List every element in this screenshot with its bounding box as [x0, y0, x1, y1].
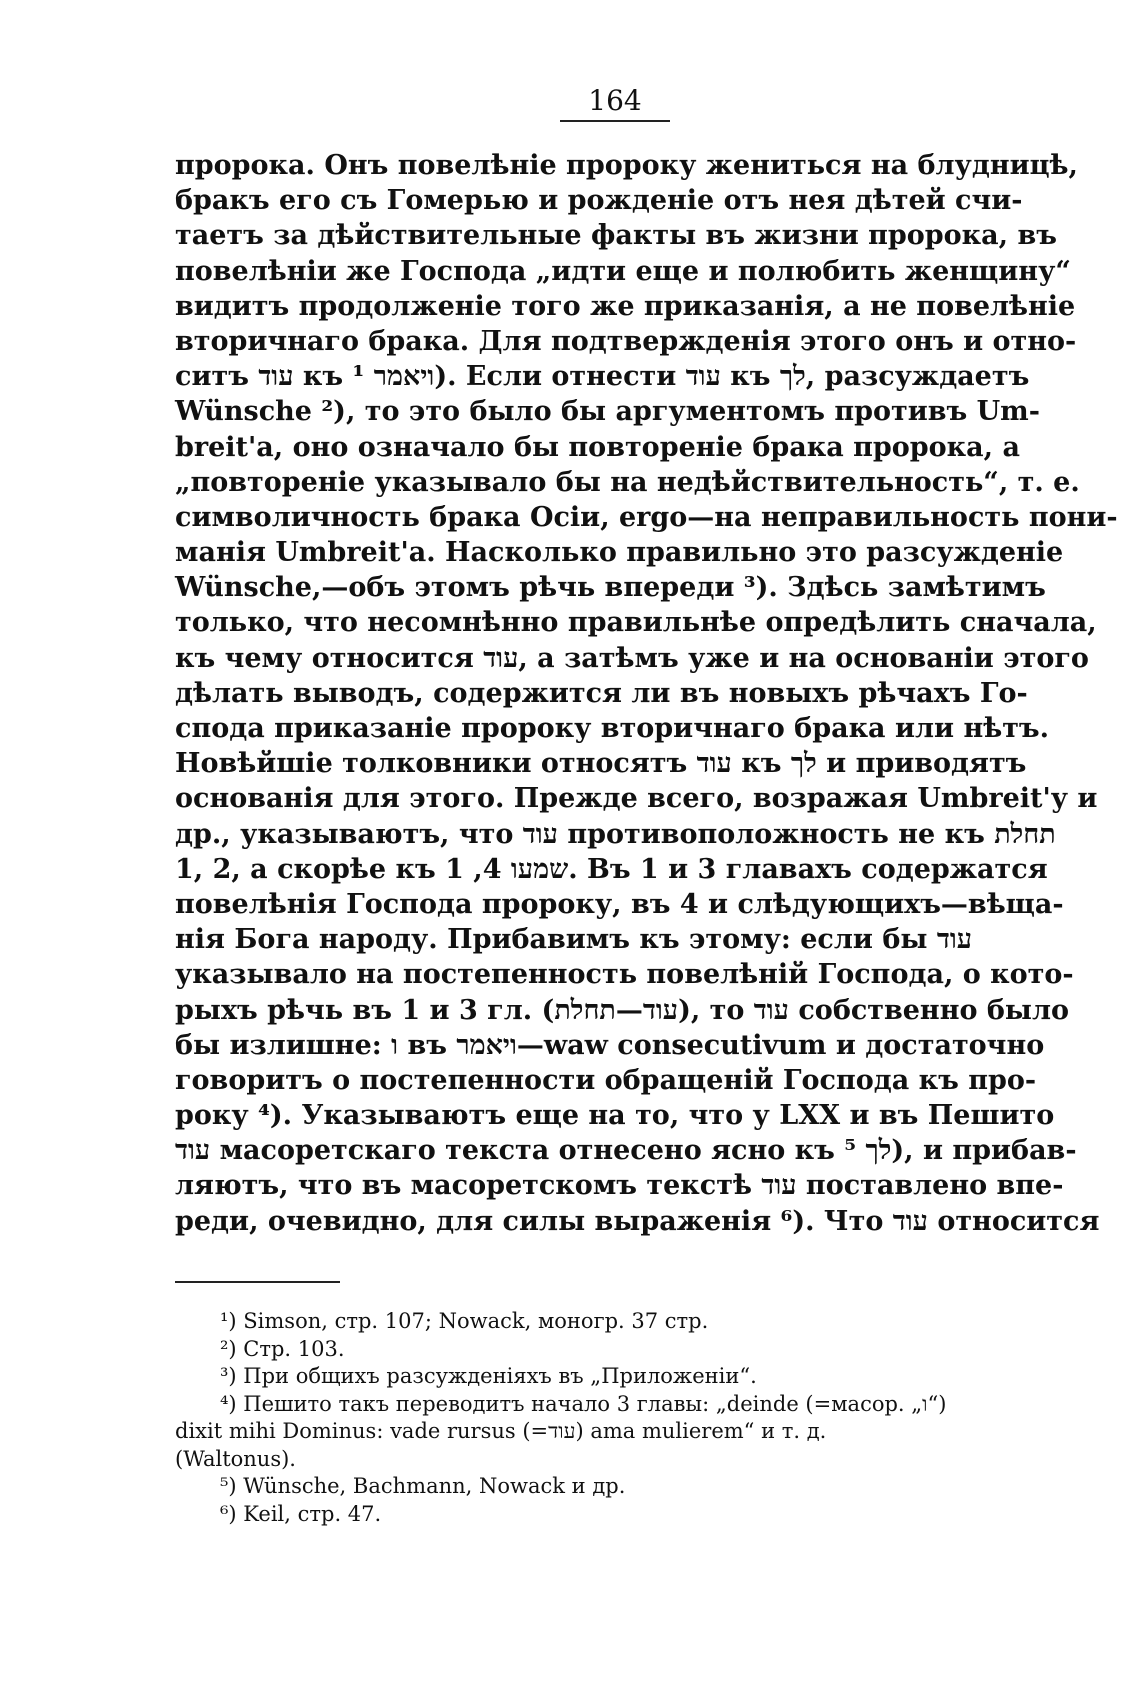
body-line: עוד масоретскаго текста отнесено ясно къ לך ⁵), и прибав- — [175, 1135, 1077, 1167]
body-line: только, что несомнѣнно правильнѣе опредѣлить сначала, — [175, 607, 1097, 639]
footnote-line: ¹) Simson, стр. 107; Nowack, моногр. 37 стр. — [220, 1309, 709, 1333]
body-line: „повтореніе указывало бы на недѣйствительность“, т. е. — [175, 466, 1080, 498]
footnote-line: ⁶) Keil, стр. 47. — [220, 1501, 382, 1526]
body-line: др., указываютъ, что עוד противоположность не къ תחלת — [175, 818, 1056, 850]
footnote-line: (Waltonus). — [175, 1446, 296, 1471]
body-line: видитъ продолженіе того же приказанія, а не повелѣніе — [175, 290, 1076, 322]
footnote-line: dixit mihi Dominus: vade rursus (=עוד) ama mulierem“ и т. д. — [175, 1419, 827, 1443]
body-line: бы излишне: ו въ ויאמר—waw consecutivum и достаточно — [175, 1029, 1045, 1061]
page-number-rule — [560, 120, 670, 122]
body-line: таетъ за дѣйствительные факты въ жизни пророка, въ — [175, 220, 1057, 252]
body-line: вторичнаго брака. Для подтвержденія этого онъ и отно- — [175, 325, 1077, 357]
footnote-separator — [175, 1281, 340, 1283]
body-line: року ⁴). Указываютъ еще на то, что у LXX и въ Пешито — [175, 1100, 1055, 1132]
body-line: ситъ עוד къ ויאמר ¹). Если отнести עוד къ לך, разсуждаетъ — [175, 361, 1030, 393]
body-line: нія Бога народу. Прибавимъ къ этому: если бы עוד — [175, 924, 973, 956]
footnotes — [175, 1308, 1025, 1528]
body-line: 1, 2, а скорѣе къ שמעו 4, 1. Въ 1 и 3 главахъ содержатся — [175, 853, 1048, 885]
body-line: спода приказаніе пророку вторичнаго брака или нѣтъ. — [175, 713, 1050, 744]
body-line: пророка. Онъ повелѣніе пророку жениться на блудницѣ, — [175, 150, 1078, 181]
body-line: символичность брака Осіи, ergo—на неправильность пони- — [175, 501, 1118, 533]
footnote-line: ³) При общихъ разсужденіяхъ въ „Приложеніи“. — [220, 1364, 757, 1388]
page-number: 164 — [588, 84, 642, 117]
body-line: манія Umbreit'a. Насколько правильно это разсужденіе — [175, 537, 1064, 569]
body-line: повелѣніи же Господа „идти еще и полюбить женщину“ — [175, 255, 1071, 287]
body-line: реди, очевидно, для силы выраженія ⁶). Что עוד относится — [175, 1205, 1100, 1237]
body-line: Wünsche ²), то это было бы аргументомъ противъ Um- — [175, 396, 1040, 428]
footnote-line: ²) Стр. 103. — [220, 1336, 345, 1361]
body-line: breit'a, оно означало бы повтореніе брака пророка, а — [175, 431, 1020, 463]
body-line: Wünsche,—объ этомъ рѣчь впереди ³). Здѣсь замѣтимъ — [175, 572, 1046, 604]
body-line: бракъ его съ Гомерью и рожденіе отъ нея дѣтей счи- — [175, 185, 1023, 217]
body-line: ляютъ, что въ масоретскомъ текстѣ עוד поставлено впе- — [175, 1170, 1064, 1202]
body-line: основанія для этого. Прежде всего, возражая Umbreit'у и — [175, 783, 1098, 815]
body-line: говоритъ о постепенности обращеній Господа къ про- — [175, 1064, 1037, 1096]
body-text — [175, 148, 1118, 1239]
body-line: Новѣйшіе толковники относятъ עוד къ לך и приводятъ — [175, 748, 1027, 780]
footnote-line: ⁴) Пешито такъ переводитъ начало 3 главы: „deinde (=масор. „ו“) — [220, 1391, 947, 1416]
body-line: рыхъ рѣчь въ 1 и 3 гл. (עוד—תחלת), то עוד собственно было — [175, 994, 1069, 1026]
body-line: повелѣнія Господа пророку, въ 4 и слѣдующихъ—вѣща- — [175, 888, 1064, 920]
footnote-line: ⁵) Wünsche, Bachmann, Nowack и др. — [220, 1474, 626, 1498]
body-line: указывало на постепенность повелѣній Господа, о кото- — [175, 959, 1074, 991]
body-line: къ чему относится עוד, а затѣмъ уже и на основаніи этого — [175, 642, 1089, 674]
body-line: дѣлать выводъ, содержится ли въ новыхъ рѣчахъ Го- — [175, 677, 1028, 709]
